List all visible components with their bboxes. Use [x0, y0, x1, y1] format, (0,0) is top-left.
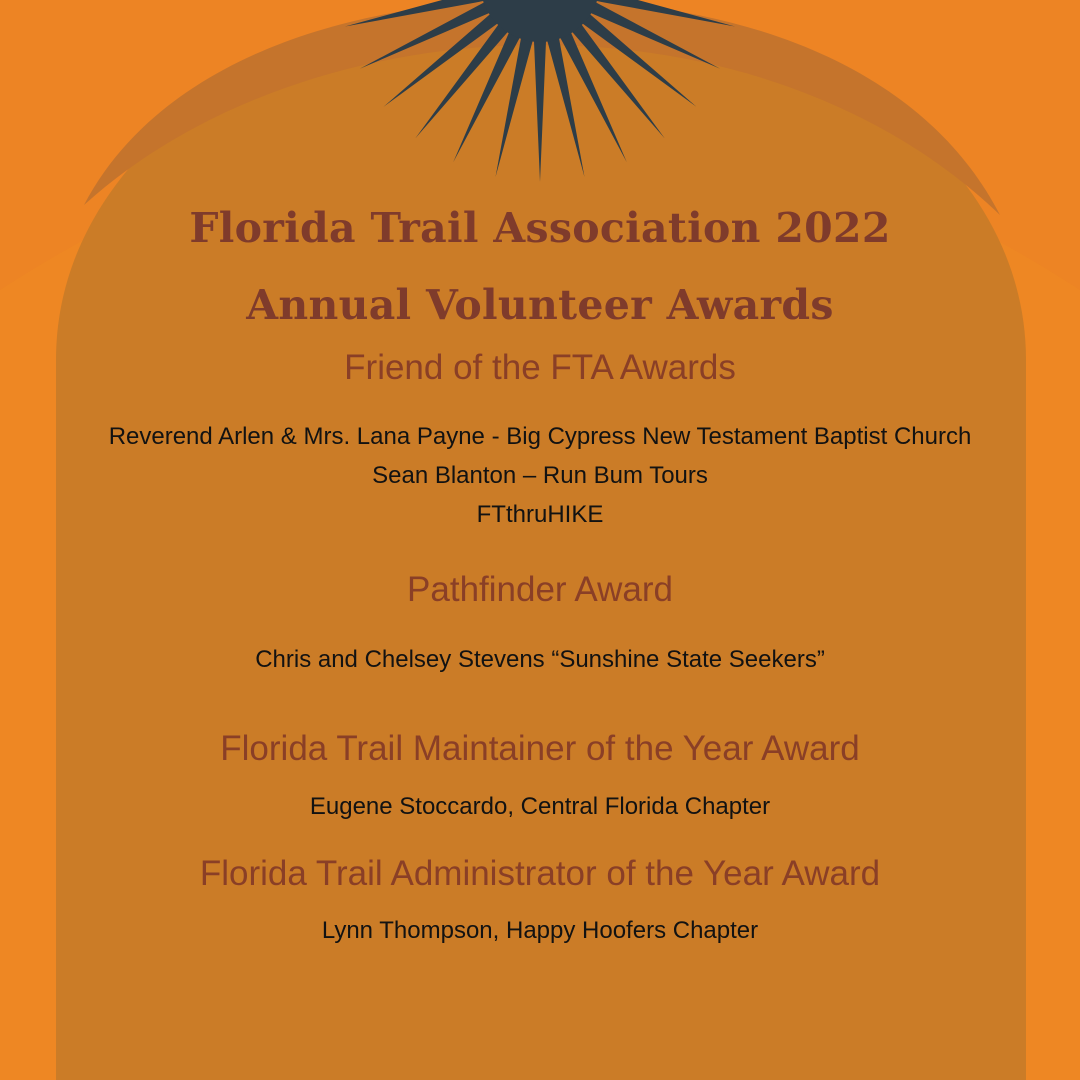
recipient-line: FTthruHIKE: [476, 501, 604, 528]
section-heading-friend-of-fta: Friend of the FTA Awards: [344, 348, 736, 387]
recipient-line: Reverend Arlen & Mrs. Lana Payne - Big Cypress New Testament Baptist Church: [108, 423, 972, 450]
section-heading-maintainer: Florida Trail Maintainer of the Year Award: [220, 729, 860, 768]
section-heading-administrator: Florida Trail Administrator of the Year Award: [199, 854, 881, 893]
recipient-line: Sean Blanton – Run Bum Tours: [372, 462, 708, 489]
recipient-line: Chris and Chelsey Stevens “Sunshine State Seekers”: [255, 646, 825, 673]
page-title-line-1: Florida Trail Association 2022: [189, 204, 891, 252]
recipient-line: Lynn Thompson, Happy Hoofers Chapter: [321, 917, 759, 944]
section-heading-pathfinder: Pathfinder Award: [407, 570, 673, 609]
page-title-line-2: Annual Volunteer Awards: [246, 281, 834, 329]
recipient-line: Eugene Stoccardo, Central Florida Chapter: [309, 793, 771, 820]
